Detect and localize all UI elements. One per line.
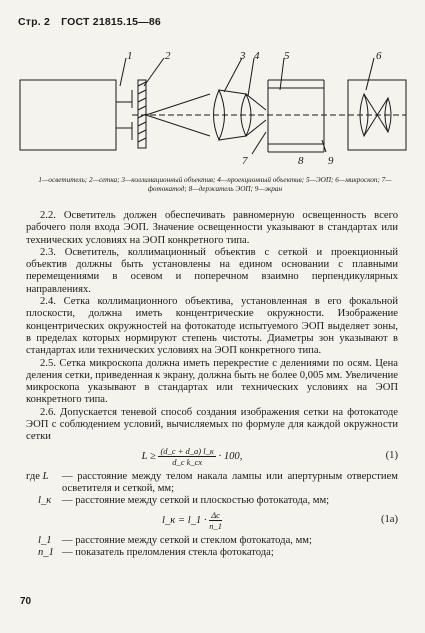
- paragraph-2-4: 2.4. Сетка коллимационного объектива, установленная в его фокальной плоскости, должна иметь концентрические окружности. Изображение концентрических окружностей на фотокатоде испытуемого ЭОП выделяет зоны, в пределах которых нормируют степень чистоты. Диаметры зон указывают в стандартах или технических условиях на ЭОП конкретного типа.: [26, 296, 398, 357]
- figure-label-7: 7: [242, 155, 248, 167]
- formula-1-numerator: (d_c + d_a) l_к: [160, 445, 214, 456]
- formula-1a-numerator: Δc: [211, 509, 220, 520]
- formula-1a-fraction: [209, 510, 222, 531]
- formula-1a-lhs: l_к = l_1 ·: [162, 514, 207, 526]
- body-text: [26, 210, 398, 559]
- paragraph-2-6: 2.6. Допускается теневой способ создания изображения сетки на фотокатоде ЭОП с соблюдением условий, вычисляемых по формуле для каждой окружности сетки: [26, 406, 398, 443]
- gost-number: ГОСТ 21815.15—86: [61, 16, 161, 28]
- figure-label-3: 3: [240, 50, 246, 62]
- formula-1: [26, 446, 398, 467]
- l1-definition: — расстояние между сеткой и стеклом фотокатода, мм;: [62, 534, 312, 546]
- figure-label-5: 5: [284, 50, 290, 62]
- figure-caption: 1—осветитель; 2—сетка; 3—коллимационный объектив; 4—проекционный объектив; 5—ЭОП; 6—микроскоп; 7—фотокатод; 8—держатель ЭОП; 9—экран: [38, 176, 392, 193]
- page-header: [18, 16, 169, 28]
- definitions-2: [26, 535, 398, 560]
- formula-1-number: (1): [385, 449, 398, 461]
- formula-1-lhs: L ≥: [141, 450, 156, 462]
- formula-1a-denominator: n_1: [209, 520, 222, 531]
- optical-scheme-figure: [14, 50, 414, 170]
- figure-label-6: 6: [376, 50, 382, 62]
- figure-label-9: 9: [328, 155, 334, 167]
- L-definition: — расстояние между телом накала лампы или апертурным отверстием осветителя и сеткой, мм;: [62, 470, 398, 494]
- formula-1a: [26, 510, 398, 531]
- definitions-1: [26, 471, 398, 508]
- image-tube-drawing: [268, 80, 324, 152]
- paragraph-2-2: 2.2. Осветитель должен обеспечивать равномерную освещенность всего рабочего поля входа ЭОП. Значение освещенности указывают в стандартах или технических условиях на ЭОП конкретного типа.: [26, 210, 398, 246]
- figure-label-4: 4: [254, 50, 260, 62]
- formula-1-denominator: d_c k_сх: [172, 456, 203, 467]
- formula-1a-number: (1а): [380, 513, 398, 525]
- page-label: Стр. 2: [18, 16, 51, 28]
- figure-label-2: 2: [165, 50, 171, 62]
- reticle-drawing: [138, 80, 146, 148]
- n1-symbol: n_1: [38, 546, 54, 558]
- formula-1-fraction: [158, 446, 215, 467]
- figure-label-8: 8: [298, 155, 304, 167]
- paragraph-2-5: 2.5. Сетка микроскопа должна иметь перекрестие с делениями по осям. Цена деления сетки, приведенная к экрану, должна быть не более 0,005 мм. Увеличение микроскопа указывают в стандартах или технических условиях на ЭОП конкретного типа.: [26, 357, 398, 406]
- figure-label-1: 1: [127, 50, 133, 62]
- formula-1-tail: · 100,: [218, 450, 243, 462]
- lk-symbol: l_к: [38, 495, 52, 507]
- n1-definition: — показатель преломления стекла фотокатода;: [62, 546, 274, 558]
- l1-symbol: l_1: [38, 534, 52, 546]
- where-label: где L: [26, 470, 49, 482]
- paragraph-2-3: 2.3. Осветитель, коллимационный объектив с сеткой и проекционный объектив должны быть установлены на едином основании с плавными перемещениями в осевом и поперечном взаимно перпендикулярных направлениях.: [26, 246, 398, 295]
- lk-definition: — расстояние между сеткой и плоскостью фотокатода, мм;: [62, 495, 330, 507]
- page-number: 70: [20, 596, 32, 607]
- illuminator-drawing: [20, 80, 132, 150]
